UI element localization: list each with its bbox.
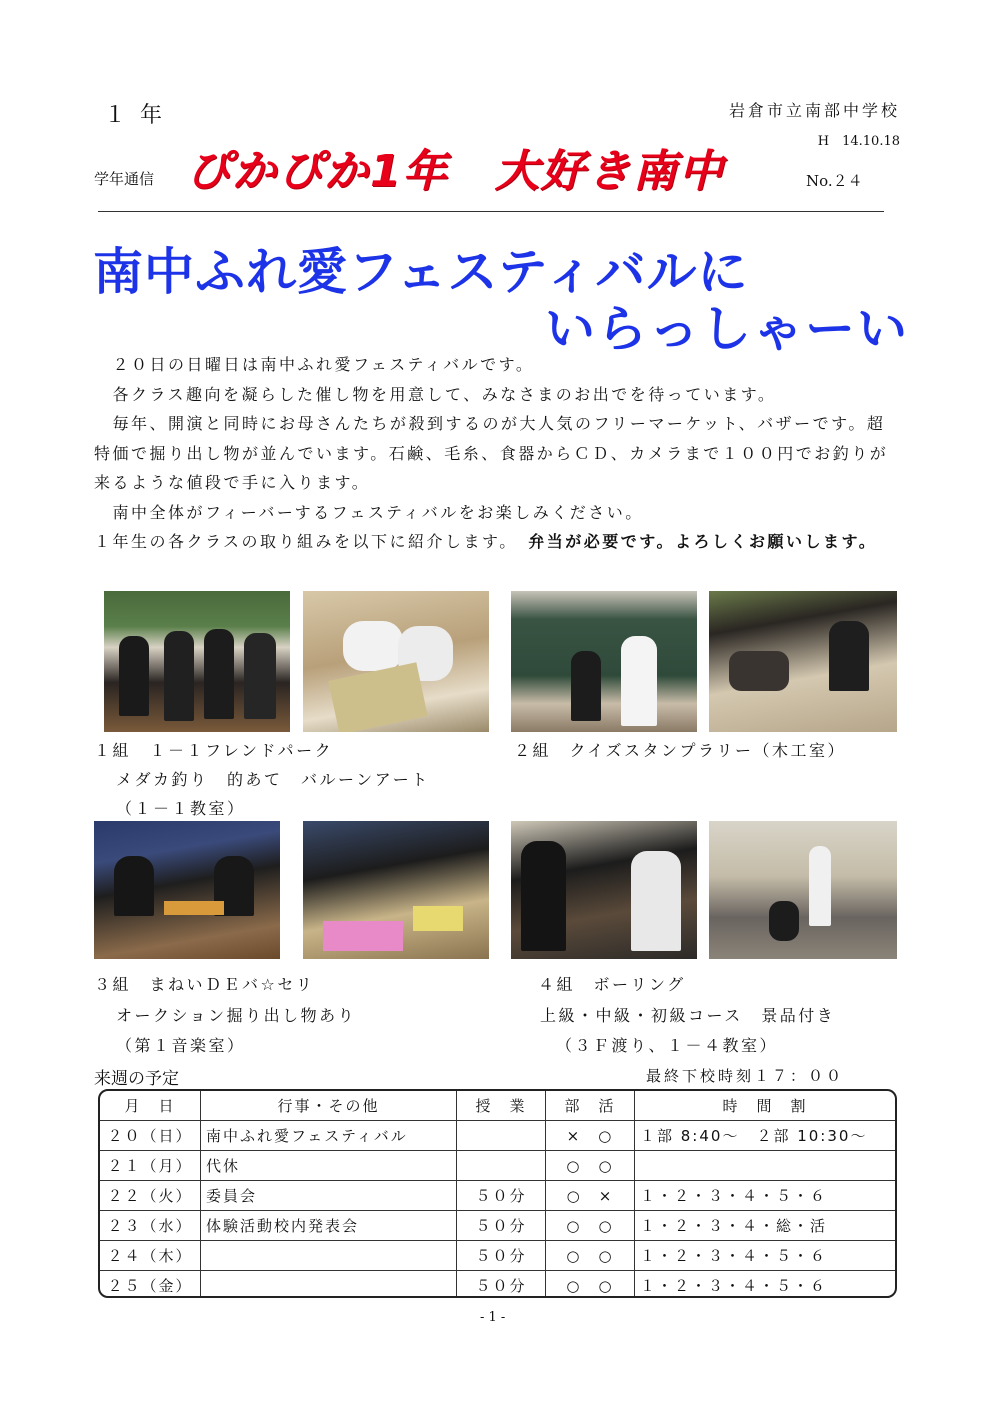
cell-club: ○ × — [546, 1181, 635, 1211]
cell-club: ○ ○ — [546, 1211, 635, 1241]
newsletter-title: ぴかぴか1年 大好き南中 — [186, 146, 725, 197]
photo-class1-b — [303, 591, 489, 732]
headline-line2: いらっしゃーい — [545, 300, 909, 358]
cell-event: 南中ふれ愛フェスティバル — [201, 1121, 457, 1151]
class4-room: （３Ｆ渡り、１－４教室） — [556, 1036, 779, 1055]
photo-class3-a — [94, 821, 280, 959]
schedule-title: 来週の予定 — [94, 1069, 179, 1089]
photo-class2-b — [709, 591, 897, 732]
header-club: 部 活 — [546, 1091, 635, 1121]
cell-classes: ５０分 — [457, 1211, 546, 1241]
header-timetable: 時 間 割 — [635, 1091, 896, 1121]
cell-date: ２０（日） — [100, 1121, 201, 1151]
header-classes: 授 業 — [457, 1091, 546, 1121]
class4-title: ４組 ボーリング — [538, 975, 686, 994]
table-row — [100, 1211, 895, 1241]
cell-classes: ５０分 — [457, 1271, 546, 1299]
schedule-header-row — [100, 1091, 895, 1121]
cell-date: ２２（火） — [100, 1181, 201, 1211]
grade-label: １年 — [104, 103, 177, 128]
photo-class4-b — [709, 821, 897, 959]
bento-notice: 弁当が必要です。よろしくお願いします。 — [528, 532, 878, 551]
cell-timetable: １・２・３・４・総・活 — [635, 1211, 896, 1241]
paragraph-2: 各クラス趣向を凝らした催し物を用意して、みなさまのお出でを待っています。 — [112, 384, 777, 404]
paragraph-3: 毎年、開演と同時にお母さんたちが殺到するのが大人気のフリーマーケット、バザーです。超特価で掘り出し物が並んでいます。石鹸、毛糸、食器からＣＤ、カメラまで１００円でお釣りが来るような値段で手に入ります。 — [94, 414, 889, 492]
schedule-table — [98, 1089, 897, 1298]
last-leave-time: 最終下校時刻１７：００ — [646, 1067, 845, 1085]
table-row — [100, 1151, 895, 1181]
header-divider — [98, 211, 884, 212]
cell-timetable: １・２・３・４・５・６ — [635, 1271, 896, 1299]
cell-timetable: １・２・３・４・５・６ — [635, 1241, 896, 1271]
cell-classes: ５０分 — [457, 1181, 546, 1211]
table-row — [100, 1271, 895, 1299]
table-row — [100, 1181, 895, 1211]
photo-class2-a — [511, 591, 697, 732]
cell-timetable: １・２・３・４・５・６ — [635, 1181, 896, 1211]
header-event: 行事・その他 — [201, 1091, 457, 1121]
cell-date: ２４（木） — [100, 1241, 201, 1271]
class1-room: （１－１教室） — [116, 799, 246, 818]
cell-date: ２３（水） — [100, 1211, 201, 1241]
article-body — [94, 350, 902, 557]
school-name: 岩倉市立南部中学校 — [728, 101, 900, 120]
cell-event — [201, 1271, 457, 1299]
paragraph-4: 南中全体がフィーバーするフェスティバルをお楽しみください。 — [112, 502, 644, 522]
class4-activities: 上級・中級・初級コース 景品付き — [540, 1006, 836, 1025]
cell-club: ○ ○ — [546, 1271, 635, 1299]
cell-event: 委員会 — [201, 1181, 457, 1211]
class2-title: ２組 クイズスタンプラリー（木工室） — [514, 741, 847, 760]
issue-date: H 14.10.18 — [817, 134, 900, 149]
cell-date: ２５（金） — [100, 1271, 201, 1299]
photo-class4-a — [511, 821, 697, 959]
cell-club: ○ ○ — [546, 1151, 635, 1181]
class3-room: （第１音楽室） — [116, 1036, 246, 1055]
issue-number: No.２４ — [806, 172, 863, 190]
series-label: 学年通信 — [94, 170, 155, 188]
cell-date: ２１（月） — [100, 1151, 201, 1181]
cell-classes — [457, 1121, 546, 1151]
paragraph-5: １年生の各クラスの取り組みを以下に紹介します。 弁当が必要です。よろしくお願いします。 — [94, 532, 878, 551]
cell-event: 代休 — [201, 1151, 457, 1181]
cell-timetable — [635, 1151, 896, 1181]
class3-activities: オークション掘り出し物あり — [116, 1006, 357, 1025]
cell-club: × ○ — [546, 1121, 635, 1151]
page-number: - 1 - — [480, 1310, 506, 1325]
table-row — [100, 1241, 895, 1271]
class1-activities: メダカ釣り 的あて バルーンアート — [116, 770, 430, 789]
cell-timetable: １部 8:40～ ２部 10:30～ — [635, 1121, 896, 1151]
class1-title: １組 １－１フレンドパーク — [94, 741, 334, 760]
cell-classes — [457, 1151, 546, 1181]
class3-title: ３組 まねいＤＥバ☆セリ — [94, 975, 315, 994]
cell-classes: ５０分 — [457, 1241, 546, 1271]
header-date: 月 日 — [100, 1091, 201, 1121]
cell-club: ○ ○ — [546, 1241, 635, 1271]
cell-event — [201, 1241, 457, 1271]
paragraph-1: ２０日の日曜日は南中ふれ愛フェスティバルです。 — [112, 355, 535, 374]
photo-class1-a — [104, 591, 290, 732]
headline-line1: 南中ふれ愛フェスティバルに — [93, 243, 749, 301]
photo-class3-b — [303, 821, 489, 959]
cell-event: 体験活動校内発表会 — [201, 1211, 457, 1241]
table-row — [100, 1121, 895, 1151]
